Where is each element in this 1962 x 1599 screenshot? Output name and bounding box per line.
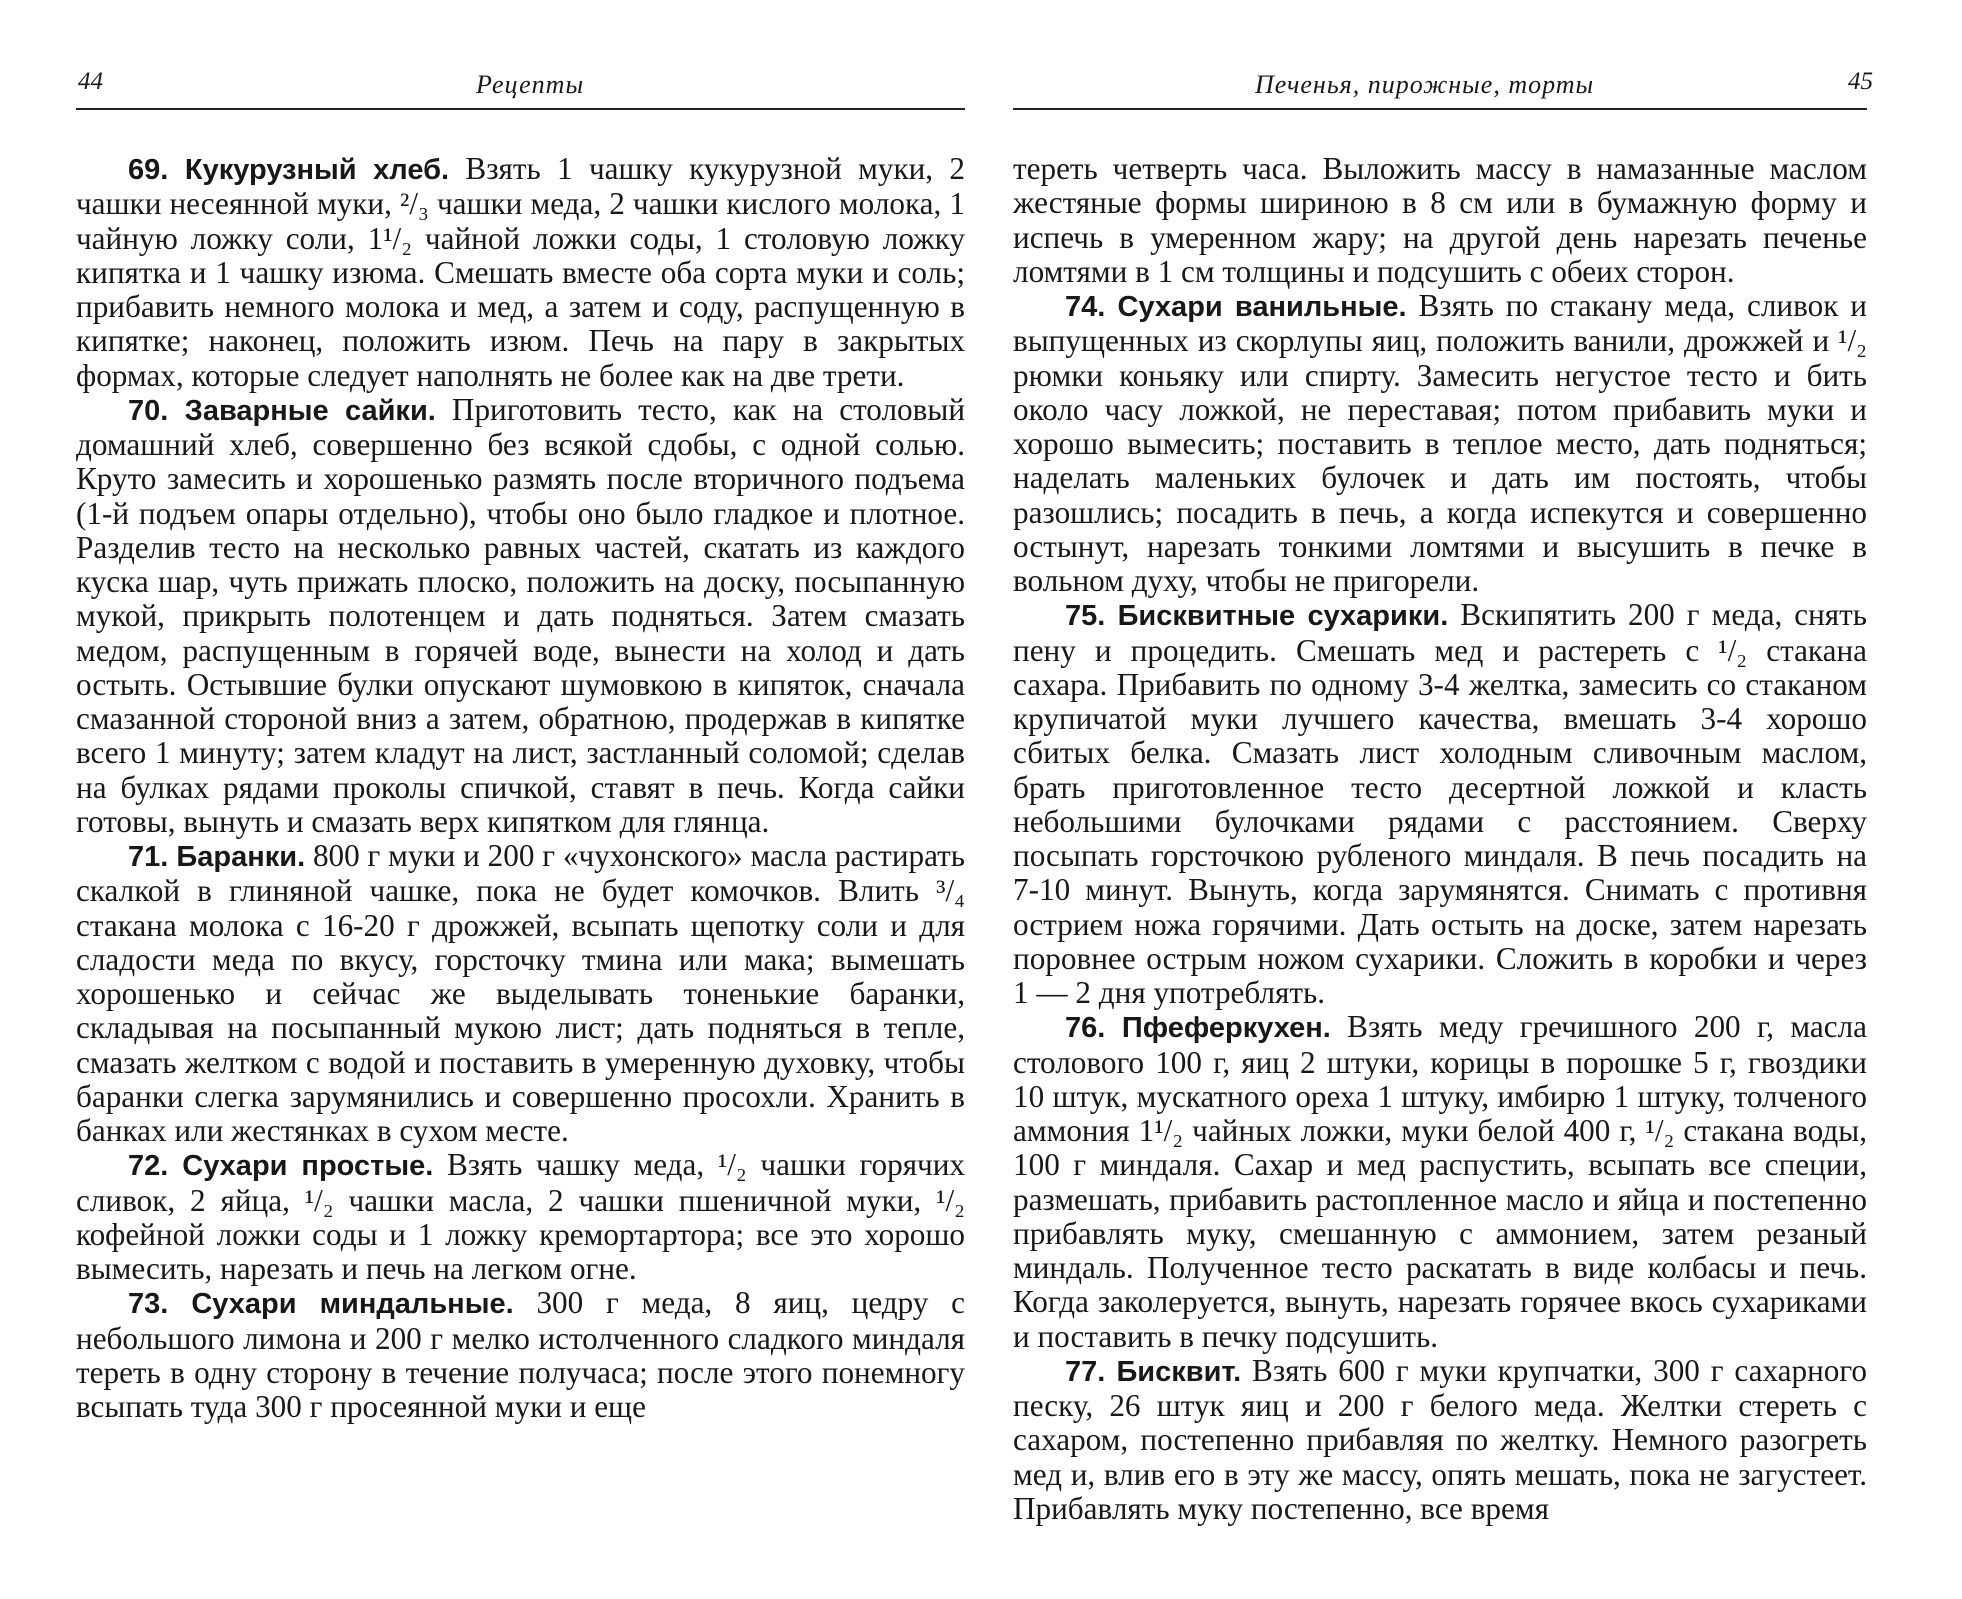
recipe-title: 69. Кукурузный хлеб. xyxy=(128,154,450,186)
left-page-number: 44 xyxy=(78,68,103,95)
recipe-73-continuation: тереть четверть часа. Выложить массу в намазанные маслом жестяные формы шириною в 8 см или в бумажную форму и испечь в умеренном жару; на другой день нарезать печенье ломтями в 1 см толщины и подсушить с обеих сторон. xyxy=(1013,151,1867,289)
recipe-71 xyxy=(76,839,965,1148)
recipe-text: 800 г муки и 200 г «чухонского» масла растирать скалкой в глиняной чашке, пока не будет комочков. Влить ³/₄ стакана молока с 16-20 г дрожжей, всыпать щепотку соли и для сладости меда по вкусу, горсточку тмина или мака; вымешать хорошенько и сейчас же выделывать тоненькие баранки, складывая на посыпанный мукою лист; дать подняться в тепле, смазать желтком с водой и поставить в умеренную духовку, чтобы баранки слегка зарумянились и совершенно просохли. Хранить в банках или жестянках в сухом месте. xyxy=(76,838,965,1148)
recipe-76 xyxy=(1013,1010,1867,1354)
right-page xyxy=(981,0,1962,1599)
right-text-column xyxy=(1013,152,1867,1526)
recipe-70 xyxy=(76,393,965,839)
left-page-header xyxy=(76,60,965,110)
recipe-75 xyxy=(1013,598,1867,1010)
recipe-title: 71. Баранки. xyxy=(128,841,306,873)
recipe-74 xyxy=(1013,289,1867,598)
recipe-text: Взять 600 г муки крупчатки, 300 г сахарного песку, 26 штук яиц и 200 г белого меда. Желтки стереть с сахаром, постепенно прибавляя по желтку. Немного разогреть мед и, влив его в эту же массу, опять мешать, пока не загустеет. Прибавлять муку постепенно, все время xyxy=(1013,1352,1868,1526)
recipe-title: 76. Пфеферкухен. xyxy=(1065,1012,1331,1045)
right-running-head: Печенья, пирожные, торты xyxy=(1255,70,1595,99)
recipe-text: Приготовить тесто, как на столовый домашний хлеб, совершенно без всякой сдобы, с одной солью. Круто замесить и хорошенько размять после вторичного подъема (1-й подъем опары отдельно), чтобы оно было гладкое и плотное. Разделив тесто на несколько равных частей, скатать из каждого куска шар, чуть прижать плоско, положить на доску, посыпанную мукой, прикрыть полотенцем и дать подняться. Затем смазать медом, распущенным в горячей воде, вынести на холод и дать остыть. Остывшие булки опускают шумовкою в кипяток, сначала смазанной стороной вниз а затем, обратною, продержав в кипятке всего 1 минуту; затем кладут на лист, застланный соломой; сделав на булках рядами проколы спичкой, ставят в печь. Когда сайки готовы, вынуть и смазать верх кипятком для глянца. xyxy=(76,391,966,839)
recipe-title: 72. Сухари простые. xyxy=(128,1150,434,1183)
right-page-number: 45 xyxy=(1848,68,1873,95)
recipe-text: Взять чашку меда, ¹/₂ чашки горячих сливок, 2 яйца, ¹/₂ чашки масла, 2 чашки пшеничной муки, ¹/₂ кофейной ложки соды и 1 ложку кремортартора; все это хорошо вымесить, нарезать и печь на легком огне. xyxy=(76,1147,966,1286)
recipe-title: 73. Сухари миндальные. xyxy=(128,1288,514,1321)
recipe-77 xyxy=(1013,1354,1867,1526)
recipe-text: Взять меду гречишного 200 г, масла столового 100 г, яиц 2 штуки, корицы в порошке 5 г, гвоздики 10 штук, мускатного ореха 1 штуку, имбирю 1 штуку, толченого аммония 1¹/₂ чайных ложки, муки белой 400 г, ¹/₂ стакана воды, 100 г миндаля. Сахар и мед распустить, всыпать все специи, размешать, прибавить растопленное масло и яйца и постепенно прибавлять муку, смешанную с аммонием, затем резаный миндаль. Полученное тесто раскатать в виде колбасы и печь. Когда заколеруется, вынуть, нарезать горячее вкось сухариками и поставить в печку подсушить. xyxy=(1013,1009,1868,1354)
recipe-72 xyxy=(76,1148,965,1286)
recipe-title: 75. Бисквитные сухарики. xyxy=(1065,600,1449,633)
recipe-text: Взять по стакану меда, сливок и выпущенных из скорлупы яиц, положить ванили, дрожжей и ¹/₂ рюмки коньяку или спирту. Замесить негустое тесто и бить около часу ложкой, не переставая; потом прибавить муки и хорошо вымесить; поставить в теплое место, дать подняться; наделать маленьких булочек и дать им постоять, чтобы разошлись; посадить в печь, а когда испекутся и совершенно остынут, нарезать тонкими ломтями и высушить в печке в вольном духу, чтобы не пригорели. xyxy=(1013,288,1867,598)
recipe-text: Взять 1 чашку кукурузной муки, 2 чашки несеянной муки, ²/₃ чашки меда, 2 чашки кислого молока, 1 чайную ложку соли, 1¹/₂ чайной ложки соды, 1 столовую ложку кипятка и 1 чашку изюма. Смешать вместе оба сорта муки и соль; прибавить немного молока и мед, а затем и соду, распущенную в кипятке; наконец, положить изюм. Печь на пару в закрытых формах, которые следует наполнять не более как на две трети. xyxy=(76,151,965,393)
recipe-title: 70. Заварные сайки. xyxy=(128,394,436,427)
left-running-head: Рецепты xyxy=(476,70,585,99)
right-page-header xyxy=(1013,60,1873,110)
recipe-69 xyxy=(76,152,965,393)
recipe-text: Вскипятить 200 г меда, снять пену и процедить. Смешать мед и растереть с ¹/₂ стакана сахара. Прибавить по одному 3-4 желтка, замесить со стаканом крупичатой муки лучшего качества, вмешать 3-4 хорошо сбитых белка. Смазать лист холодным сливочным маслом, брать приготовленное тесто десертной ложкой и класть небольшими булочками рядами с расстоянием. Сверху посыпать горсточкою рубленого миндаля. В печь посадить на 7-10 минут. Вынуть, когда зарумянятся. Снимать с противня острием ножа горячими. Дать остыть на доске, затем нарезать поровнее острым ножом сухарики. Сложить в коробки и через 1 — 2 дня употреблять. xyxy=(1013,597,1868,1010)
left-text-column xyxy=(76,152,965,1424)
recipe-title: 74. Сухари ванильные. xyxy=(1065,291,1407,323)
recipe-text: 300 г меда, 8 яиц, цедру с небольшого лимона и 200 г мелко истолченного сладкого миндаля тереть в одну сторону в течение получаса; после этого понемногу всыпать туда 300 г просеянной муки и еще xyxy=(76,1285,966,1424)
recipe-73 xyxy=(76,1286,965,1424)
recipe-title: 77. Бисквит. xyxy=(1065,1355,1242,1388)
